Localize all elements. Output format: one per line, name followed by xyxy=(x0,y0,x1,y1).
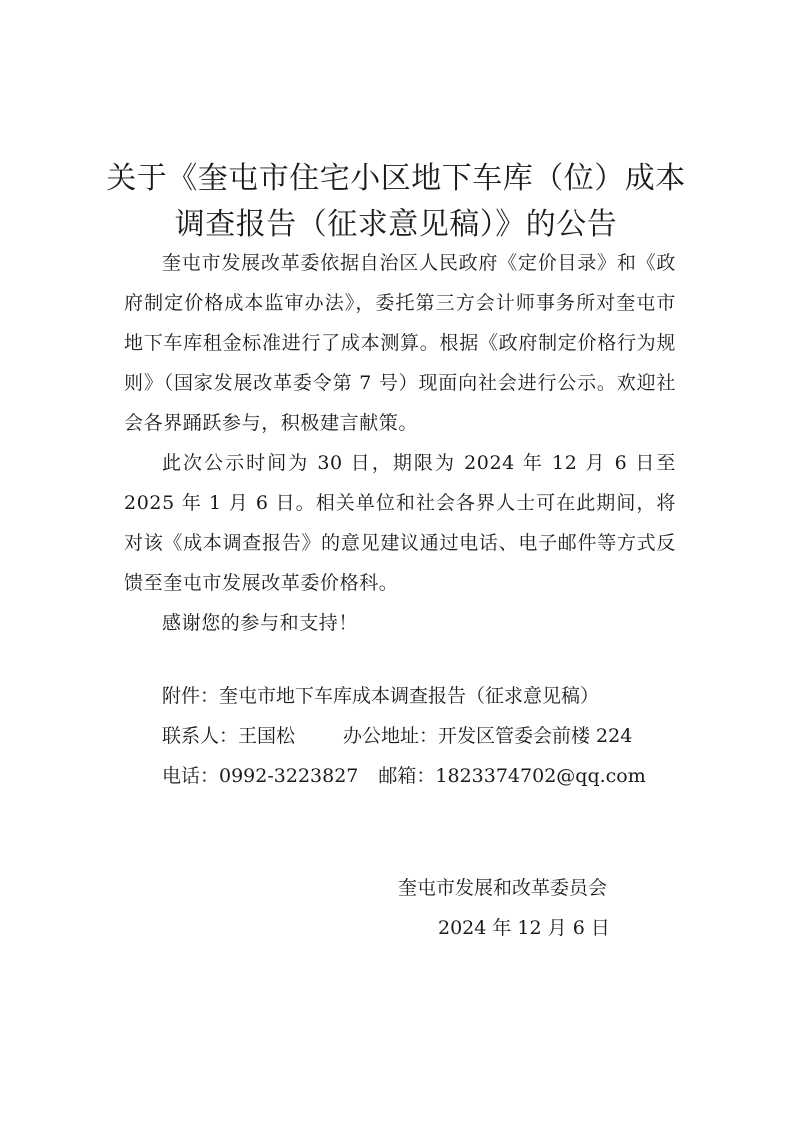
paragraph-thanks: 感谢您的参与和支持！ xyxy=(162,612,359,634)
contact-row xyxy=(162,716,646,756)
paragraph-period: 此次公示时间为 30 日，期限为 2024 年 12 月 6 日至 2025 年 1 月 6 日。相关单位和社会各界人士可在此期间，将对该《成本调查报告》的意见建议通过电话、电子邮件等方式反馈至奎屯市发展改革委价格科。 xyxy=(124,452,676,594)
attachment-line: 附件：奎屯市地下车库成本调查报告（征求意见稿） xyxy=(162,685,600,707)
title-line-2: 调查报告（征求意见稿）》的公告 xyxy=(174,207,618,243)
document-body xyxy=(124,243,676,643)
phone-email-row xyxy=(162,756,646,796)
issuing-organization: 奎屯市发展和改革委员会 xyxy=(398,877,608,899)
document-title xyxy=(96,156,696,248)
phone-number: 电话：0992-3223827 xyxy=(162,765,359,787)
contact-person: 联系人：王国松 xyxy=(162,725,296,747)
office-address: 办公地址：开发区管委会前楼 224 xyxy=(343,725,633,747)
email-address: 邮箱：1823374702@qq.com xyxy=(378,765,646,787)
attachment-row xyxy=(162,676,646,716)
issue-date: 2024 年 12 月 6 日 xyxy=(438,917,610,939)
attachment-block xyxy=(162,676,646,796)
title-line-1: 关于《奎屯市住宅小区地下车库（位）成本 xyxy=(106,161,686,197)
paragraph-intro: 奎屯市发展改革委依据自治区人民政府《定价目录》和《政府制定价格成本监审办法》，委托第三方会计师事务所对奎屯市地下车库租金标准进行了成本测算。根据《政府制定价格行为规则》（国家发展改革委令第 7 号）现面向社会进行公示。欢迎社会各界踊跃参与，积极建言献策。 xyxy=(124,252,676,434)
signoff-block xyxy=(398,868,610,948)
